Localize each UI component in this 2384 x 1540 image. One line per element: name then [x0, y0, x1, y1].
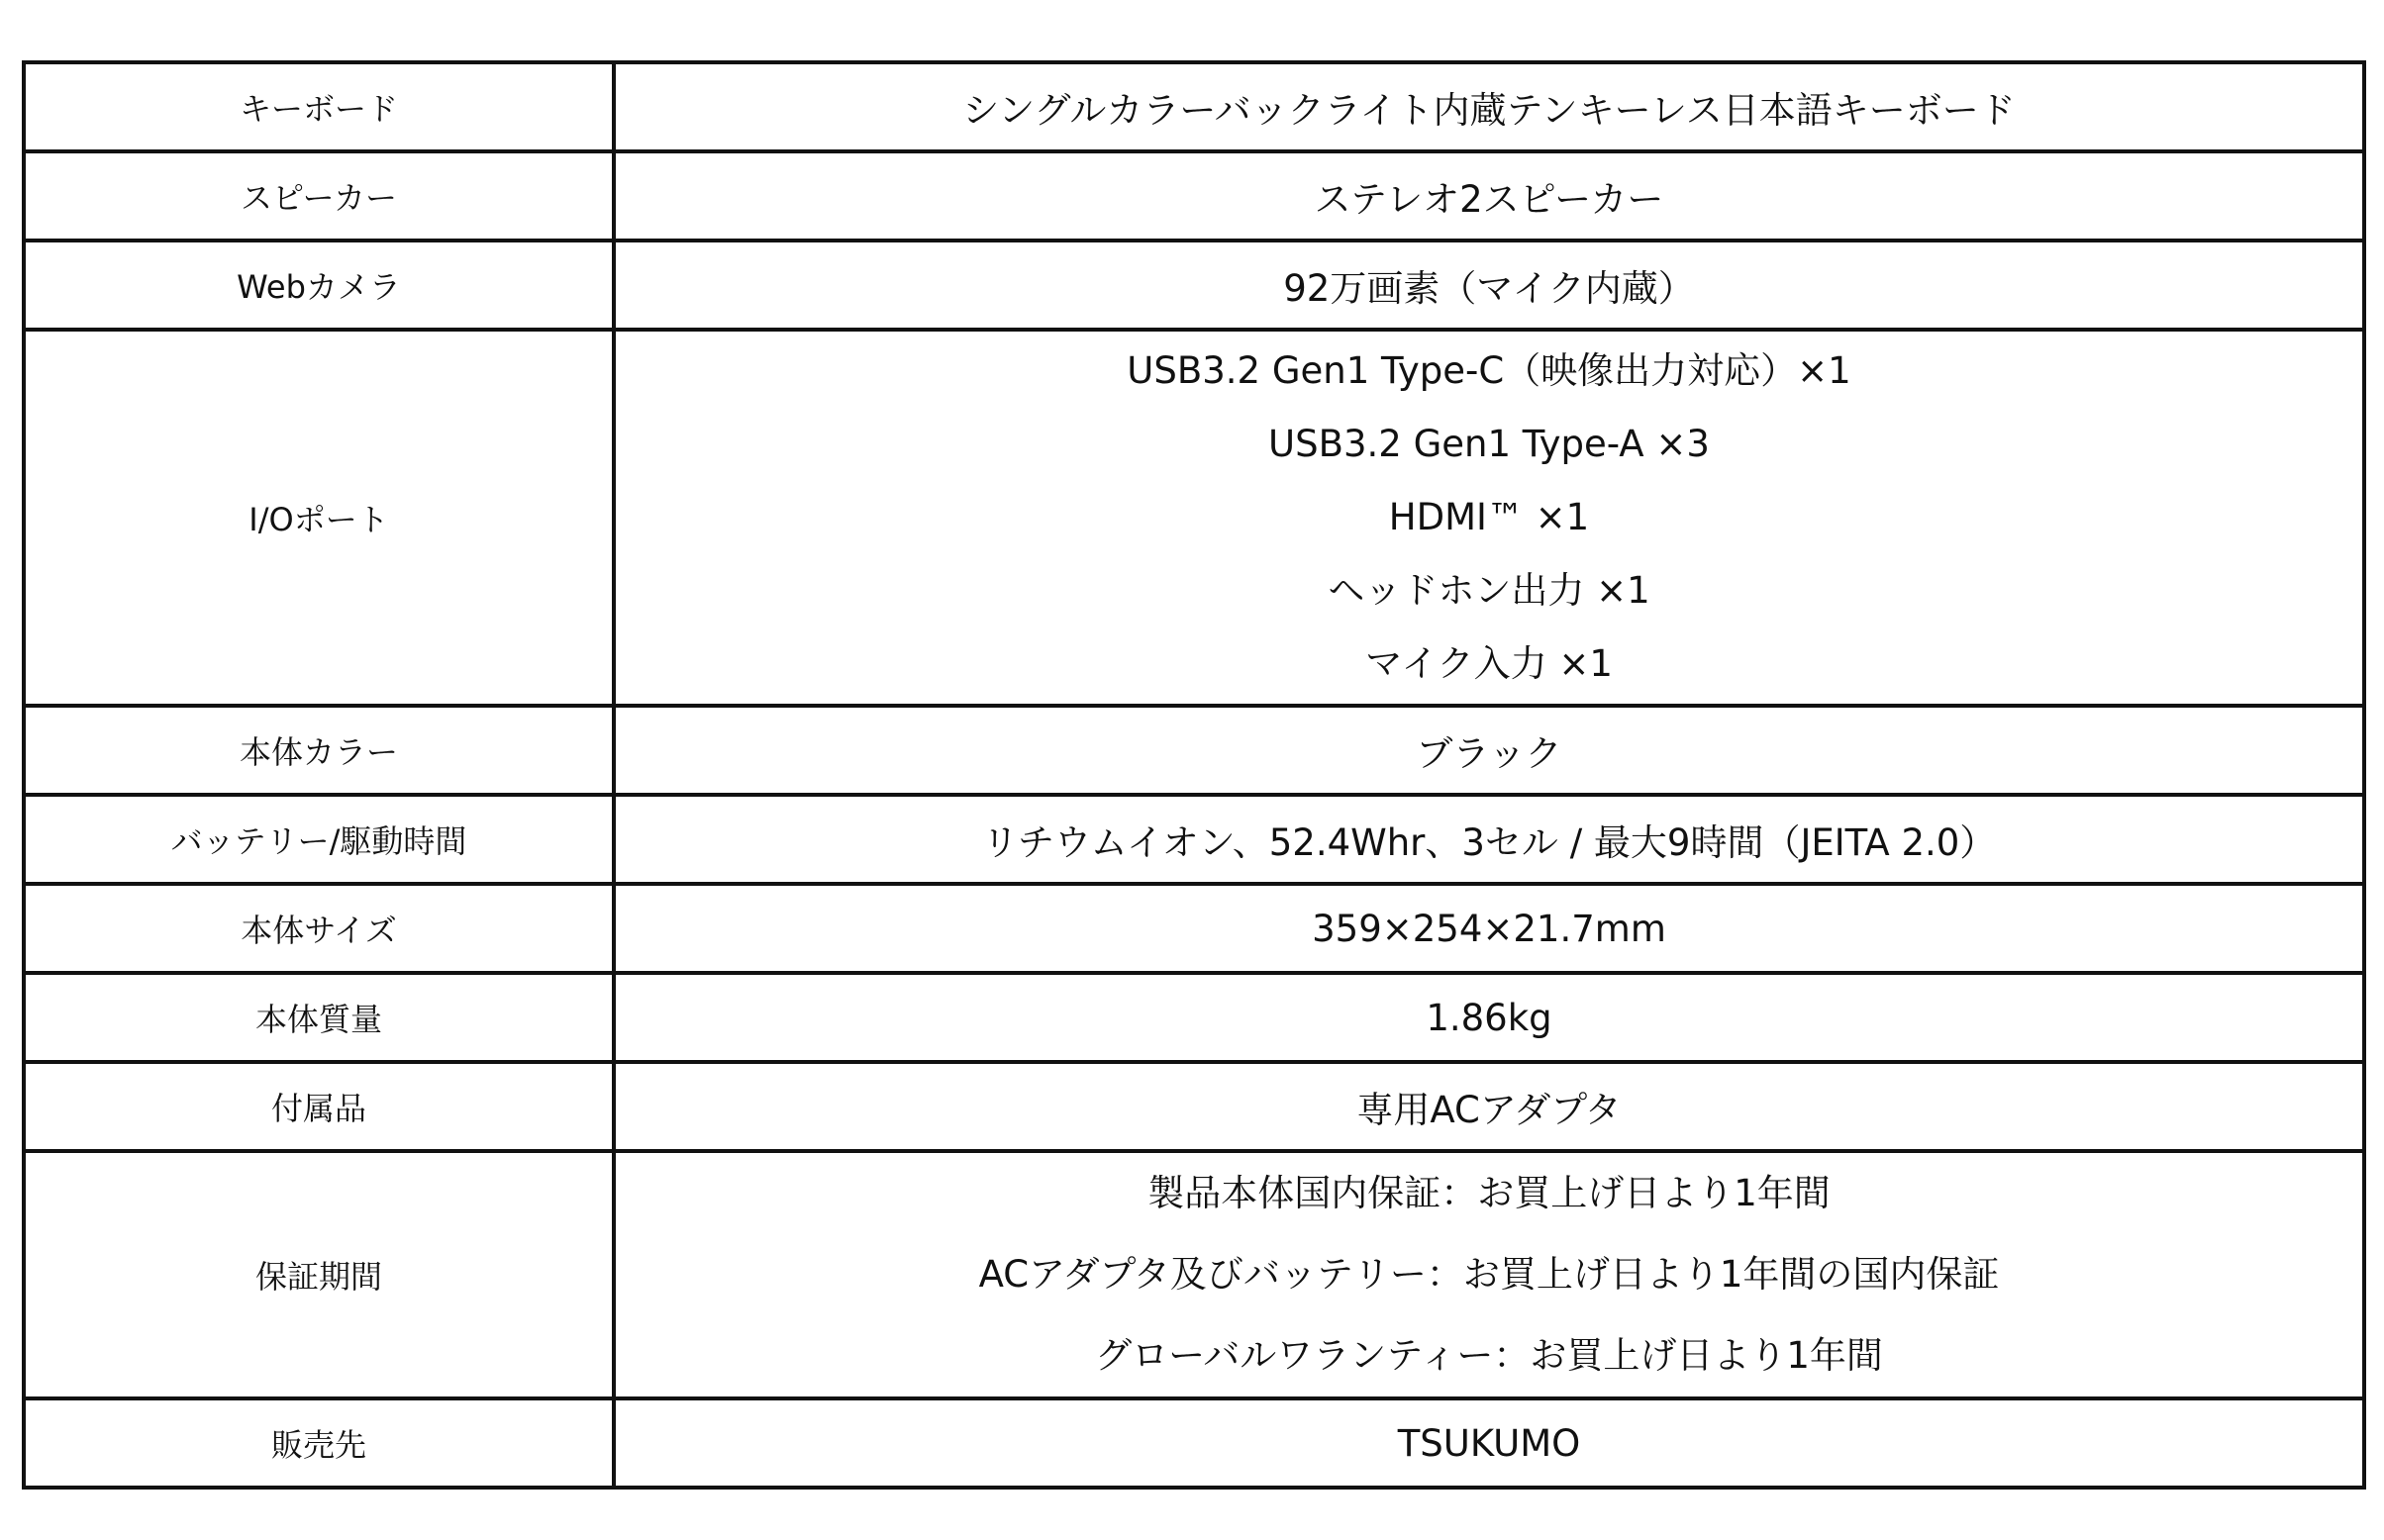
spec-value-accessories: 専用ACアダプタ [614, 1062, 2364, 1151]
spec-label-seller: 販売先 [24, 1398, 614, 1488]
spec-value-speaker: ステレオ2スピーカー [614, 151, 2364, 241]
spec-label-io-ports: I/Oポート [24, 330, 614, 706]
spec-value-body-weight: 1.86kg [614, 973, 2364, 1062]
spec-label-speaker: スピーカー [24, 151, 614, 241]
spec-table [22, 60, 2366, 1490]
io-port-headphone: ヘッドホン出力 ×1 [1328, 569, 1650, 612]
spec-value-body-size: 359×254×21.7mm [614, 884, 2364, 973]
spec-row-body-weight [24, 973, 2364, 1062]
spec-label-body-color: 本体カラー [24, 706, 614, 795]
spec-row-speaker [24, 151, 2364, 241]
io-port-usb-type-c: USB3.2 Gen1 Type-C（映像出力対応）×1 [1127, 349, 1851, 392]
spec-label-body-weight: 本体質量 [24, 973, 614, 1062]
spec-row-warranty [24, 1151, 2364, 1398]
spec-value-webcam: 92万画素（マイク内蔵） [614, 241, 2364, 330]
io-port-usb-type-a: USB3.2 Gen1 Type-A ×3 [1268, 423, 1710, 465]
spec-value-seller: TSUKUMO [614, 1398, 2364, 1488]
spec-row-body-size [24, 884, 2364, 973]
warranty-domestic-body: 製品本体国内保証：お買上げ日より1年間 [1147, 1172, 1831, 1214]
spec-row-battery [24, 795, 2364, 884]
spec-label-keyboard: キーボード [24, 62, 614, 151]
spec-value-body-color: ブラック [614, 706, 2364, 795]
spec-value-battery: リチウムイオン、52.4Whr、3セル / 最大9時間（JEITA 2.0） [614, 795, 2364, 884]
spec-row-keyboard [24, 62, 2364, 151]
io-ports-list [628, 335, 2350, 701]
io-port-hdmi: HDMI™ ×1 [1388, 496, 1590, 538]
warranty-global: グローバルワランティー：お買上げ日より1年間 [1095, 1334, 1883, 1377]
warranty-adapter-battery: ACアダプタ及びバッテリー：お買上げ日より1年間の国内保証 [978, 1253, 2000, 1296]
spec-row-webcam [24, 241, 2364, 330]
spec-label-battery: バッテリー/駆動時間 [24, 795, 614, 884]
spec-row-body-color [24, 706, 2364, 795]
spec-label-warranty: 保証期間 [24, 1151, 614, 1398]
spec-row-seller [24, 1398, 2364, 1488]
spec-row-io-ports [24, 330, 2364, 706]
spec-label-webcam: Webカメラ [24, 241, 614, 330]
spec-value-keyboard: シングルカラーバックライト内蔵テンキーレス日本語キーボード [614, 62, 2364, 151]
spec-label-accessories: 付属品 [24, 1062, 614, 1151]
spec-value-warranty [614, 1151, 2364, 1398]
warranty-list [628, 1153, 2350, 1396]
spec-label-body-size: 本体サイズ [24, 884, 614, 973]
io-port-mic: マイク入力 ×1 [1365, 642, 1613, 685]
spec-value-io-ports [614, 330, 2364, 706]
spec-row-accessories [24, 1062, 2364, 1151]
